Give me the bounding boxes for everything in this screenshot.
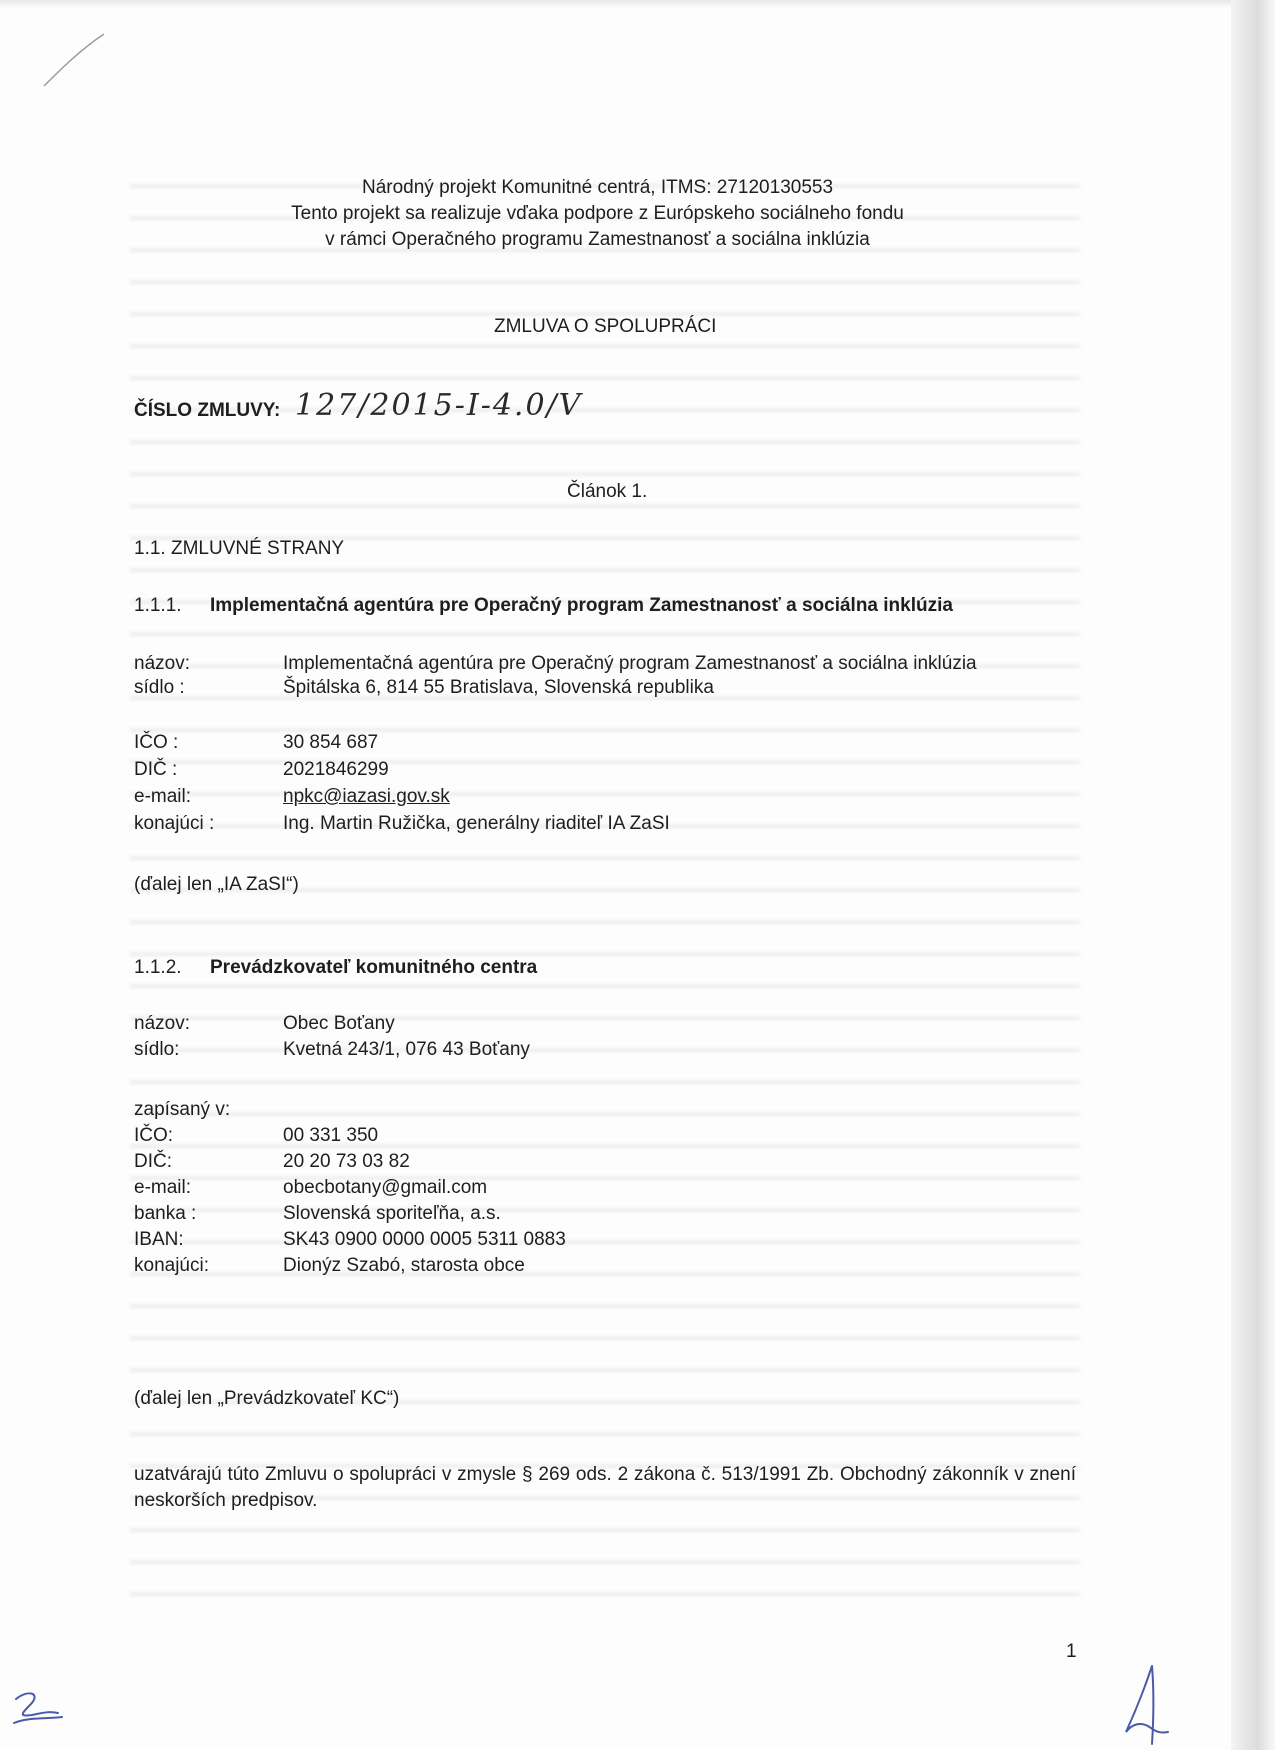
party1-hereinafter: (ďalej len „IA ZaSI“) xyxy=(134,874,299,895)
party1-seat-value: Špitálska 6, 814 55 Bratislava, Slovenská republika xyxy=(283,677,714,698)
handwritten-initials-right xyxy=(1118,1660,1178,1750)
party2-bank-label: banka : xyxy=(134,1203,197,1224)
party1-number: 1.1.1. xyxy=(134,595,182,616)
party1-heading: Implementačná agentúra pre Operačný program Zamestnanosť a sociálna inklúzia xyxy=(210,595,953,616)
party2-name-label: názov: xyxy=(134,1013,190,1034)
party2-acting-label: konajúci: xyxy=(134,1255,209,1276)
party2-seat-label: sídlo: xyxy=(134,1039,180,1060)
party1-seat-label: sídlo : xyxy=(134,677,185,698)
party2-email-value[interactable]: obecbotany@gmail.com xyxy=(283,1177,488,1198)
party2-email-label: e-mail: xyxy=(134,1177,192,1198)
party1-name-label: názov: xyxy=(134,653,190,674)
party2-iban-value: SK43 0900 0000 0005 5311 0883 xyxy=(283,1229,566,1250)
scan-edge-shadow xyxy=(1231,0,1275,1750)
contract-number-label: ČÍSLO ZMLUVY: xyxy=(134,400,281,421)
article-heading: Článok 1. xyxy=(567,481,648,502)
header-line-2: Tento projekt sa realizuje vďaka podpore z Európskeho sociálneho fondu xyxy=(291,203,904,224)
header-line-3: v rámci Operačného programu Zamestnanosť a sociálna inklúzia xyxy=(325,229,870,250)
section-contracting-parties: 1.1. ZMLUVNÉ STRANY xyxy=(134,538,345,559)
party2-heading: Prevádzkovateľ komunitného centra xyxy=(210,957,538,978)
party2-ico-label: IČO: xyxy=(134,1125,174,1146)
scan-top-shadow xyxy=(0,0,1275,8)
header-line-1: Národný projekt Komunitné centrá, ITMS: 27120130553 xyxy=(361,177,834,198)
pen-stroke-mark xyxy=(40,30,110,90)
page-number: 1 xyxy=(1066,1641,1077,1662)
party2-hereinafter: (ďalej len „Prevádzkovateľ KC“) xyxy=(134,1388,400,1409)
closing-paragraph: uzatvárajú túto Zmluvu o spolupráci v zmysle § 269 ods. 2 zákona č. 513/1991 Zb. Obchodný zákonník v znení neskorších predpisov. xyxy=(134,1464,1076,1511)
party1-ico-value: 30 854 687 xyxy=(283,732,379,753)
party2-ico-value: 00 331 350 xyxy=(283,1125,379,1146)
party2-bank-value: Slovenská sporiteľňa, a.s. xyxy=(283,1203,501,1224)
contract-title: ZMLUVA O SPOLUPRÁCI xyxy=(494,316,717,337)
handwritten-initials-left xyxy=(8,1685,68,1735)
party2-seat-value: Kvetná 243/1, 076 43 Boťany xyxy=(283,1039,530,1060)
party2-number: 1.1.2. xyxy=(134,957,182,978)
contract-number-handwritten: 127/2015-I-4.0/V xyxy=(295,388,583,423)
party1-ico-label: IČO : xyxy=(134,732,179,753)
party1-email-label: e-mail: xyxy=(134,786,192,807)
party1-dic-value: 2021846299 xyxy=(283,759,389,780)
party2-registered-label: zapísaný v: xyxy=(134,1099,231,1120)
party1-email-link[interactable]: npkc@iazasi.gov.sk xyxy=(283,786,450,807)
party1-acting-label: konajúci : xyxy=(134,813,215,834)
party2-acting-value: Dionýz Szabó, starosta obce xyxy=(283,1255,525,1276)
party2-dic-label: DIČ: xyxy=(134,1151,172,1172)
party2-name-value: Obec Boťany xyxy=(283,1013,395,1034)
party2-dic-value: 20 20 73 03 82 xyxy=(283,1151,410,1172)
party1-name-value: Implementačná agentúra pre Operačný program Zamestnanosť a sociálna inklúzia xyxy=(283,653,977,674)
party2-iban-label: IBAN: xyxy=(134,1229,184,1250)
party1-dic-label: DIČ : xyxy=(134,759,178,780)
party1-acting-value: Ing. Martin Ružička, generálny riaditeľ IA ZaSI xyxy=(283,813,670,834)
